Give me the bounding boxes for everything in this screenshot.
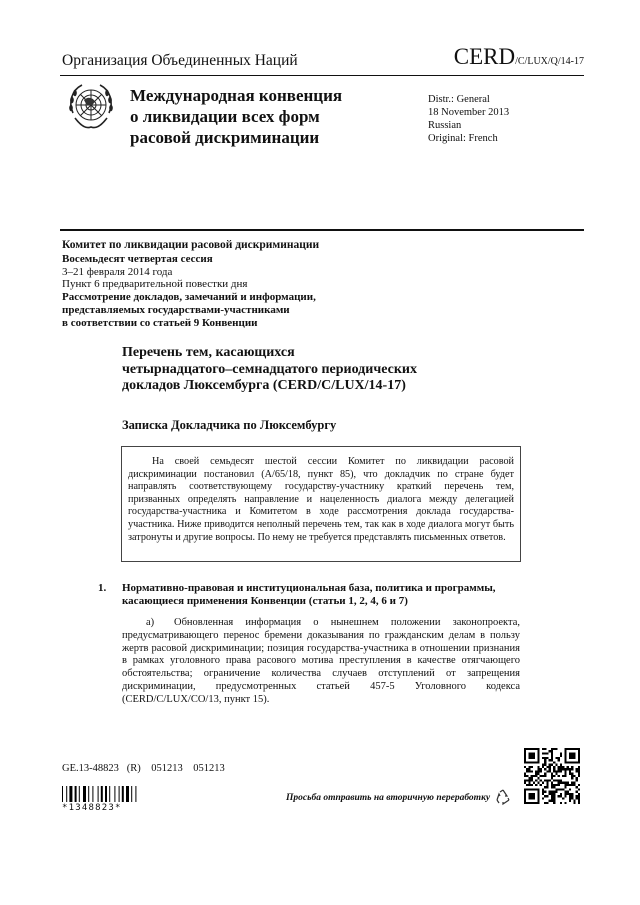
paragraph-a <box>122 617 520 707</box>
document-title <box>122 345 502 395</box>
recycle-text: Просьба отправить на вторичную переработку <box>286 793 491 803</box>
document-title-line: четырнадцатого–семнадцатого периодических <box>122 361 417 377</box>
rapporteur-note-text: На своей семьдесят шестой сессии Комитет по ликвидации расовой дискриминации постановил (A/65/18, пункт 85), что докладчик по стране будет направлять соответствующему государству-участнику краткий перечень тем, призванных определять направление и нацеленность диалога между делегацией государства-участника и Комитетом в ходе рассмотрения доклада государства-участника. Ниже приводится неполный перечень тем, так как в ходе диалога могут быть затронуты и другие вопросы. По нему не требуется представлять письменных ответов. <box>128 456 514 543</box>
session-name: Восемьдесят четвертая сессия <box>62 252 213 265</box>
convention-title <box>130 85 380 148</box>
distribution-original: Original: French <box>428 133 498 144</box>
committee-name: Комитет по ликвидации расовой дискриминации <box>62 239 320 251</box>
document-subtitle: Записка Докладчика по Люксембургу <box>122 418 337 432</box>
distribution-date: 18 November 2013 <box>428 107 510 118</box>
organization-name: Организация Объединенных Наций <box>62 52 298 69</box>
distribution-info <box>428 93 509 145</box>
symbol-main: CERD <box>453 44 516 69</box>
job-number: GE.13-48823 (R) 051213 051213 <box>62 763 225 774</box>
barcode-number: *1348823* <box>62 803 122 813</box>
convention-title-line: расовой дискриминации <box>130 128 320 147</box>
distribution-language: Russian <box>428 120 462 131</box>
paragraph-text: Обновленная информация о нынешнем положении законопроекта, предусматривающего перенос бремени доказывания по гражданским делам в пользу жертв расовой дискриминации; позиция государства-участника в отношении признания в рамках уголовного права расового мотива преступления в качестве отягчающего обстоятельства; ограничение количества случаев отступлений от запрещения дискриминации, предусмотренных статьей 457-5 Уголовного кодекса (CERD/C/LUX/CO/13, пункт 15). <box>122 617 520 705</box>
section-title-line: Нормативно-правовая и институциональная база, политика и программы, <box>122 582 496 594</box>
document-title-line: докладов Люксембурга (CERD/C/LUX/14-17) <box>122 378 406 393</box>
distribution-status: Distr.: General <box>428 94 490 105</box>
convention-title-line: Международная конвенция <box>130 86 343 105</box>
agenda-item: Пункт 6 предварительной повестки дня <box>62 278 248 291</box>
convention-title-line: о ликвидации всех форм <box>130 107 320 126</box>
rapporteur-note-box <box>121 446 521 562</box>
paragraph-label: a) <box>146 617 155 628</box>
header-rule <box>60 75 584 76</box>
section-title <box>122 582 522 608</box>
symbol-suffix: /C/LUX/Q/14-17 <box>515 56 584 67</box>
recycle-icon <box>494 788 512 806</box>
section-number: 1. <box>98 582 107 594</box>
document-title-line: Перечень тем, касающихся <box>122 345 295 360</box>
header-thick-rule <box>60 229 584 231</box>
document-symbol <box>454 44 584 70</box>
qr-code-icon <box>524 748 580 804</box>
agenda-title-line: в соответствии со статьей 9 Конвенции <box>62 316 258 329</box>
section-title-line: касающиеся применения Конвенции (статьи 1, 2, 4, 6 и 7) <box>122 595 408 607</box>
session-dates: 3–21 февраля 2014 года <box>62 265 173 278</box>
barcode-icon <box>62 786 154 802</box>
un-emblem-icon <box>64 80 118 134</box>
agenda-title-line: представляемых государствами-участниками <box>62 303 290 316</box>
agenda-title-line: Рассмотрение докладов, замечаний и информации, <box>62 291 316 304</box>
committee-block <box>62 239 382 330</box>
